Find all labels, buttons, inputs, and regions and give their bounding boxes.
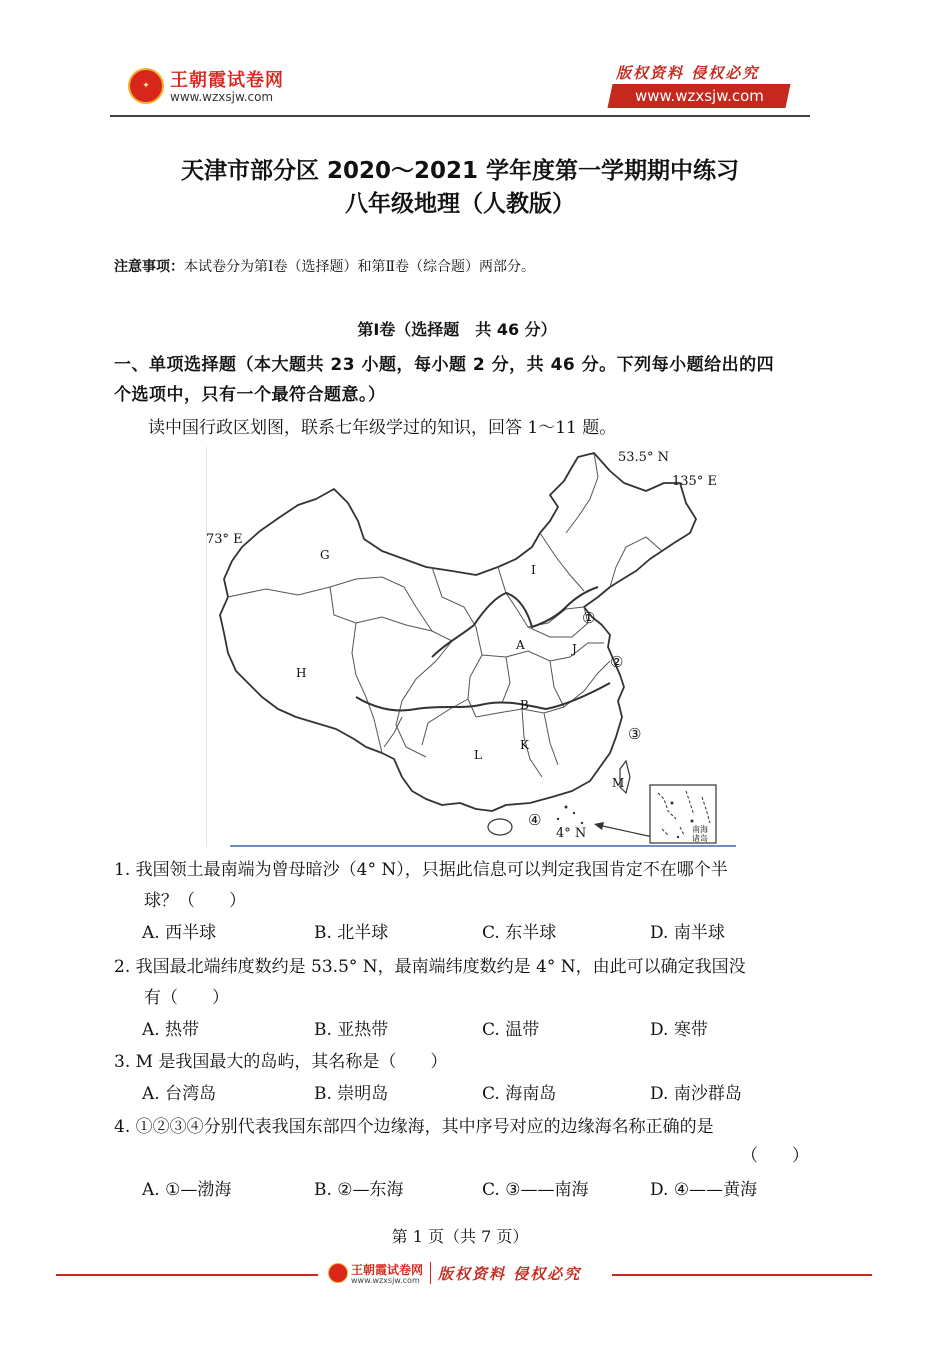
q3-option-a: A. 台湾岛 — [142, 1084, 217, 1104]
page-number: 第 1 页（共 7 页） — [391, 1227, 529, 1246]
header-url-text: www.wzxsjw.com — [634, 87, 764, 105]
map-bottom-rule — [230, 845, 736, 847]
logo-text: 王朝霞试卷网 — [170, 70, 284, 91]
notice-label: 注意事项： — [114, 259, 184, 275]
question-1-cont: 球？（ ） — [144, 891, 246, 911]
logo-badge-icon: ✦ — [128, 68, 164, 104]
q2-option-b: B. 亚热带 — [314, 1020, 389, 1040]
q2-option-d: D. 寒带 — [650, 1020, 708, 1040]
question-4: 4. ①②③④分别代表我国东部四个边缘海，其中序号对应的边缘海名称正确的是 — [114, 1117, 714, 1137]
label-sea-1: ① — [582, 609, 596, 627]
label-L: L — [474, 748, 482, 762]
section-instruction-line2: 个选项中，只有一个最符合题意。） — [114, 385, 386, 405]
south-china-sea-inset — [650, 785, 716, 843]
section-title: 第Ⅰ卷（选择题 共 46 分） — [357, 320, 557, 339]
label-sea-3: ③ — [628, 725, 642, 743]
question-2: 2. 我国最北端纬度数约是 53.5° N，最南端纬度数约是 4° N，由此可以确定我国没 — [114, 957, 746, 977]
footer-logo-url: www.wzxsjw.com — [351, 1276, 420, 1285]
label-H: H — [296, 666, 307, 680]
logo-url: www.wzxsjw.com — [170, 90, 274, 104]
map-intro: 读中国行政区划图，联系七年级学过的知识，回答 1～11 题。 — [148, 418, 617, 438]
label-lat-north: 53.5° N — [618, 450, 669, 465]
footer-rule-right — [612, 1274, 872, 1276]
q4-option-c: C. ③——南海 — [482, 1180, 589, 1200]
label-J: J — [572, 642, 577, 656]
q4-option-b: B. ②—东海 — [314, 1180, 404, 1200]
label-M: M — [612, 776, 625, 790]
label-lat-south: 4° N — [556, 826, 587, 841]
footer-logo-text: 王朝霞试卷网 — [351, 1263, 424, 1277]
q2-option-a: A. 热带 — [142, 1020, 200, 1040]
label-lon-east: 135° E — [672, 474, 717, 489]
label-I: I — [531, 563, 536, 577]
q4-option-a: A. ①—渤海 — [142, 1180, 232, 1200]
notice-text: 本试卷分为第Ⅰ卷（选择题）和第Ⅱ卷（综合题）两部分。 — [184, 259, 536, 275]
label-A: A — [516, 638, 525, 652]
q3-option-d: D. 南沙群岛 — [650, 1084, 742, 1104]
q4-option-d: D. ④——黄海 — [650, 1180, 758, 1200]
label-sea-2: ② — [610, 653, 624, 671]
header-url-link[interactable] — [607, 84, 790, 108]
q2-option-c: C. 温带 — [482, 1020, 540, 1040]
footer-copyright: 版权资料 侵权必究 — [438, 1265, 582, 1283]
hainan-island — [488, 819, 512, 835]
header-divider — [110, 115, 810, 117]
question-4-cont: （ ） — [741, 1146, 809, 1166]
label-G: G — [320, 548, 330, 562]
q3-option-c: C. 海南岛 — [482, 1084, 557, 1104]
q3-option-b: B. 崇明岛 — [314, 1084, 389, 1104]
footer-divider — [430, 1262, 431, 1284]
china-map — [206, 447, 738, 847]
section-instruction-line1: 一、单项选择题（本大题共 23 小题，每小题 2 分，共 46 分。下列每小题给出的四 — [114, 355, 775, 375]
q1-option-a: A. 西半球 — [142, 923, 217, 943]
inset-label-2: 诸岛 — [692, 834, 708, 843]
footer-logo-icon — [328, 1263, 348, 1283]
question-1: 1. 我国领土最南端为曾母暗沙（4° N），只据此信息可以判定我国肯定不在哪个半 — [114, 860, 728, 880]
q1-option-d: D. 南半球 — [650, 923, 725, 943]
inset-label-1: 南海 — [692, 825, 708, 834]
label-lon-west: 73° E — [206, 532, 243, 547]
label-sea-4: ④ — [528, 811, 542, 829]
exam-title: 天津市部分区 2020～2021 学年度第一学期期中练习 — [180, 158, 740, 184]
footer-rule-left — [56, 1274, 318, 1276]
label-K: K — [520, 738, 529, 752]
question-3: 3. M 是我国最大的岛屿，其名称是（ ） — [114, 1052, 448, 1072]
header-copyright: 版权资料 侵权必究 — [616, 64, 760, 82]
q1-option-c: C. 东半球 — [482, 923, 557, 943]
notice — [114, 256, 535, 276]
exam-subtitle: 八年级地理（人教版） — [345, 191, 575, 217]
question-2-cont: 有（ ） — [144, 988, 229, 1008]
q1-option-b: B. 北半球 — [314, 923, 389, 943]
label-B: B — [520, 698, 529, 712]
